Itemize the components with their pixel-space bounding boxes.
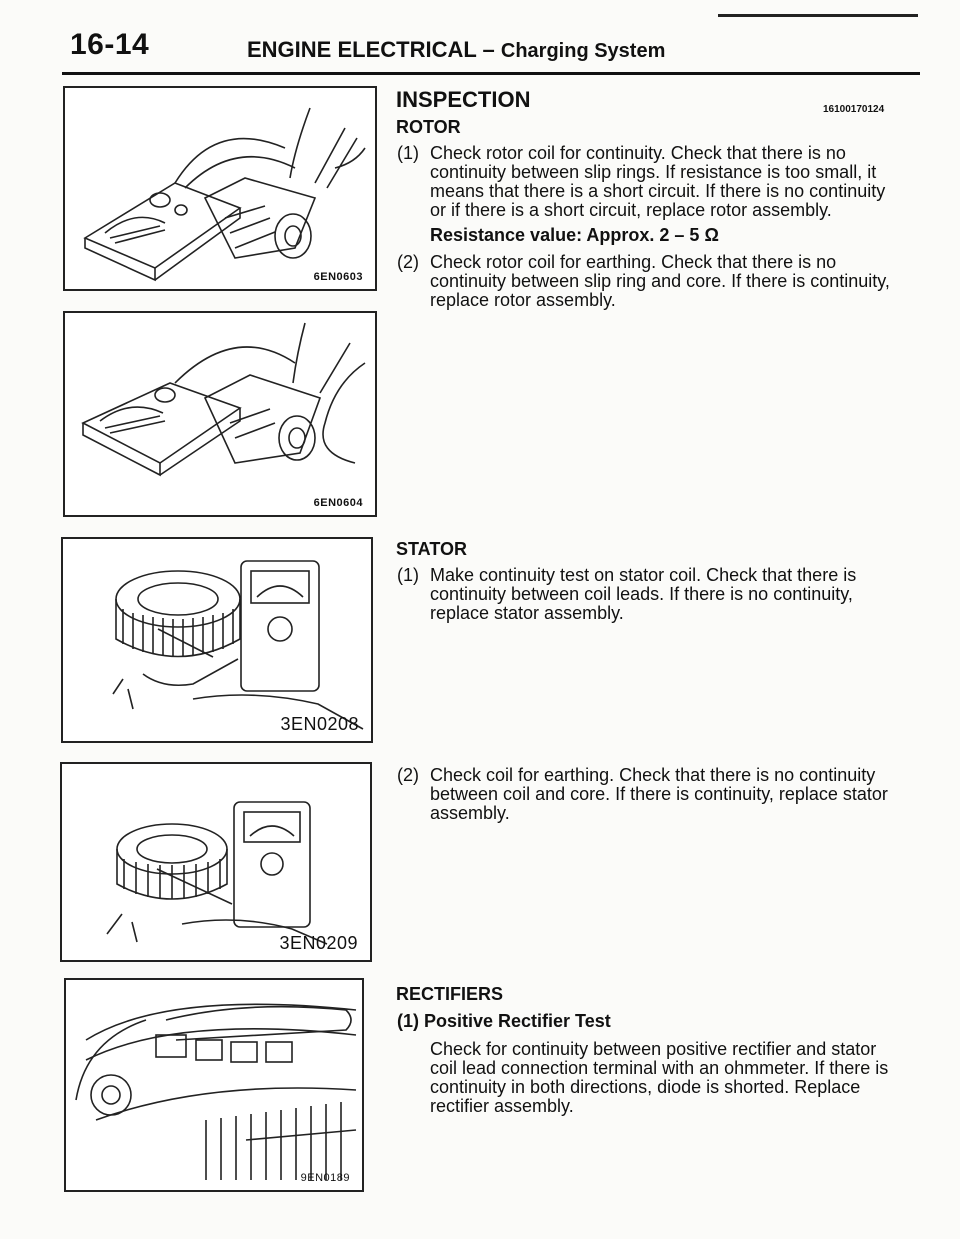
step-text: Check rotor coil for continuity. Check that there is no continuity between slip rings. If resistance is too small, it means that there is a short circuit. If there is no continuity or if there is a short circuit, replace rotor assembly. xyxy=(430,143,886,220)
step-number: (2) xyxy=(397,765,419,785)
section-title: ENGINE ELECTRICAL xyxy=(247,37,477,62)
step-number: (1) xyxy=(397,565,419,585)
stator-step-2 xyxy=(397,766,891,823)
step-text: Make continuity test on stator coil. Check that there is continuity between coil leads. If there is no continuity, replace stator assembly. xyxy=(430,565,857,623)
figure-code: 9EN0189 xyxy=(300,1172,350,1184)
figure-stator-earthing xyxy=(60,762,372,962)
rotor-earthing-illustration xyxy=(65,313,377,517)
step-text: Check coil for earthing. Check that there is no continuity between coil and core. If there is continuity, replace stator assembly. xyxy=(430,765,888,823)
stator-heading: STATOR xyxy=(396,539,467,559)
rotor-step-1 xyxy=(397,144,891,220)
figure-rotor-earthing xyxy=(63,311,377,517)
header-rule xyxy=(62,72,920,75)
figure-code: 6EN0603 xyxy=(313,271,363,283)
figure-rotor-continuity xyxy=(63,86,377,291)
top-rule xyxy=(718,14,918,17)
rectifier-illustration xyxy=(66,980,364,1192)
rotor-step-2 xyxy=(397,253,891,310)
rotor-continuity-illustration xyxy=(65,88,377,291)
figure-stator-continuity xyxy=(61,537,373,743)
figure-positive-rectifier xyxy=(64,978,364,1192)
page-title xyxy=(247,37,665,63)
subsection-title: Charging System xyxy=(500,40,666,62)
document-id: 16100170124 xyxy=(823,104,885,115)
step-text: Check rotor coil for earthing. Check that there is no continuity between slip ring and core. If there is continuity, replace rotor assembly. xyxy=(430,252,890,310)
step-number: (1) xyxy=(397,143,419,163)
title-dash: – xyxy=(482,37,495,62)
stator-continuity-illustration xyxy=(63,539,373,743)
positive-rectifier-test-heading: (1) Positive Rectifier Test xyxy=(397,1011,611,1031)
figure-code: 6EN0604 xyxy=(313,497,363,509)
stator-step-1 xyxy=(397,566,891,623)
figure-code: 3EN0208 xyxy=(280,714,359,734)
step-number: (2) xyxy=(397,252,419,272)
rectifiers-heading: RECTIFIERS xyxy=(396,984,504,1004)
positive-rectifier-text: Check for continuity between positive rectifier and stator coil lead connection terminal with an ohmmeter. If there is continuity in both directions, diode is shorted. Replace rectifier assembly. xyxy=(430,1039,889,1116)
inspection-heading: INSPECTION xyxy=(396,87,531,112)
rotor-heading: ROTOR xyxy=(396,117,461,137)
figure-code: 3EN0209 xyxy=(279,933,358,953)
page-number: 16-14 xyxy=(70,28,150,61)
resistance-spec: Resistance value: Approx. 2 – 5 Ω xyxy=(430,225,719,245)
page-header xyxy=(0,0,960,80)
